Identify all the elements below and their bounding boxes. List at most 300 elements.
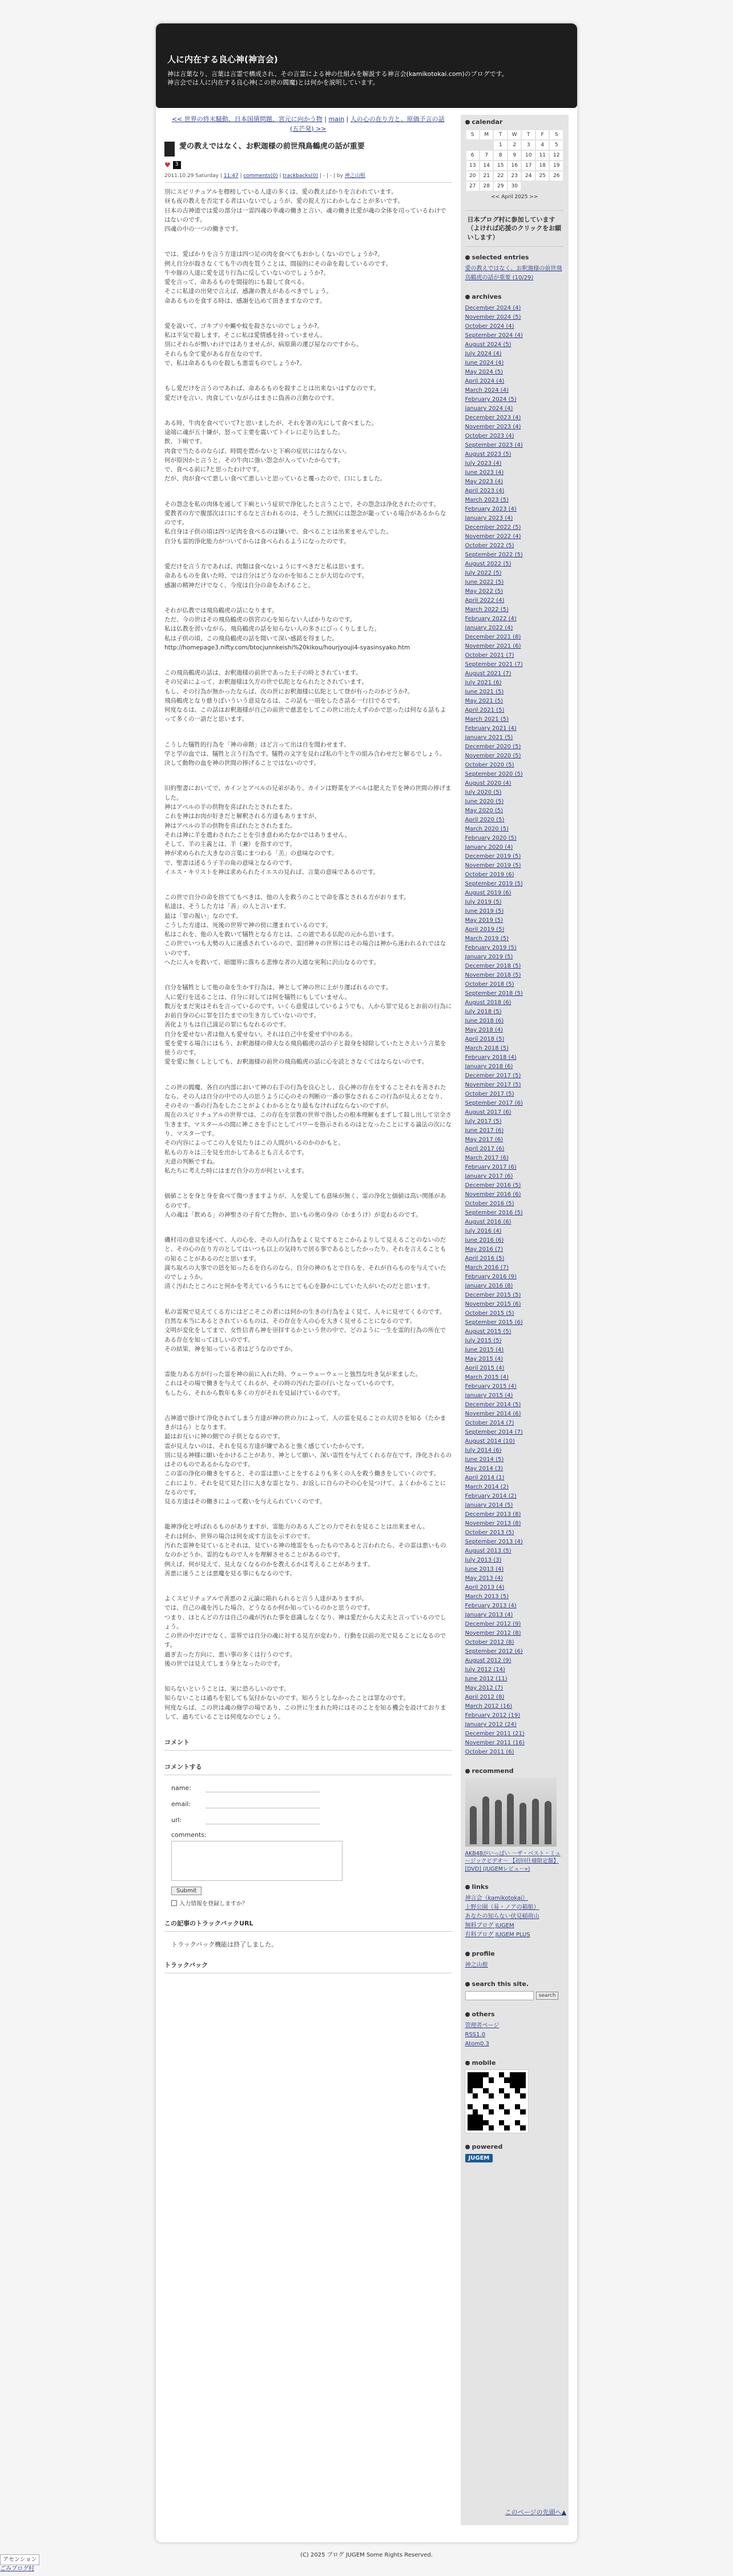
entry-title[interactable]: 愛の教えではなく、お釈迦様の前世飛鳥鶴虎の話が重要 — [179, 142, 365, 151]
archive-link[interactable]: May 2013 (4) — [465, 1575, 504, 1582]
archive-link[interactable]: April 2018 (5) — [465, 1036, 505, 1043]
archive-link[interactable]: January 2012 (24) — [465, 1722, 517, 1728]
archive-link[interactable]: March 2015 (4) — [465, 1374, 509, 1381]
archive-item — [465, 1126, 564, 1135]
calendar-box — [465, 118, 564, 200]
archive-link[interactable]: May 2012 (7) — [465, 1685, 504, 1692]
url-row — [171, 1815, 452, 1824]
links-link[interactable]: 神言会（kamikotokai） — [465, 1895, 528, 1902]
archive-item — [465, 1391, 564, 1401]
archive-link[interactable]: December 2012 (9) — [465, 1621, 521, 1628]
remember-checkbox[interactable] — [171, 1900, 177, 1906]
archive-item — [465, 1620, 564, 1629]
sidebar — [461, 115, 569, 2525]
archive-link[interactable]: December 2014 (5) — [465, 1402, 521, 1409]
archive-link[interactable]: December 2024 (4) — [465, 305, 521, 312]
next-entry-link[interactable]: 人の心の在り方と、原価予言の話(五芒発) >> — [290, 115, 445, 133]
archive-link[interactable]: April 2024 (4) — [465, 378, 505, 385]
calendar-day: 4 — [536, 141, 549, 150]
page-top-link[interactable]: このページの先頭へ▲ — [505, 2509, 566, 2516]
archive-link[interactable]: January 2016 (8) — [465, 1283, 513, 1290]
bullet-icon — [465, 255, 470, 260]
archive-link[interactable]: September 2021 (7) — [465, 661, 523, 668]
archive-link[interactable]: November 2016 (6) — [465, 1191, 521, 1198]
archive-link[interactable]: December 2021 (8) — [465, 634, 521, 641]
archive-link[interactable]: March 2024 (4) — [465, 387, 509, 394]
archive-item — [465, 331, 564, 340]
archive-link[interactable]: June 2017 (6) — [465, 1127, 504, 1134]
blog-container — [155, 23, 578, 2543]
archive-link[interactable]: June 2022 (5) — [465, 579, 504, 586]
archive-item — [465, 1364, 564, 1373]
archive-link[interactable]: July 2019 (5) — [465, 899, 502, 906]
archive-item — [465, 1748, 564, 1757]
archive-link[interactable]: February 2015 (4) — [465, 1383, 517, 1390]
comments-label: comments: — [171, 1831, 207, 1839]
archive-link[interactable]: July 2022 (5) — [465, 570, 502, 577]
archive-item — [465, 1401, 564, 1410]
search-box — [465, 1980, 564, 2000]
archive-item — [465, 1656, 564, 1666]
calendar-day: 15 — [494, 161, 506, 170]
archive-link[interactable]: May 2018 (4) — [465, 1027, 504, 1034]
archive-link[interactable]: September 2017 (6) — [465, 1100, 523, 1107]
archive-link[interactable]: May 2017 (6) — [465, 1137, 504, 1143]
archive-item — [465, 797, 564, 806]
archive-link[interactable]: July 2012 (14) — [465, 1667, 505, 1674]
name-row — [171, 1783, 452, 1792]
archive-link[interactable]: April 2014 (1) — [465, 1475, 505, 1482]
archive-link[interactable]: January 2023 (4) — [465, 515, 513, 522]
archive-link[interactable]: July 2023 (4) — [465, 460, 502, 467]
archive-item — [465, 925, 564, 934]
submit-button[interactable]: Submit — [171, 1887, 202, 1895]
selected-entry-link[interactable]: 愛の教えではなく、お釈迦様の前世飛鳥鶴虎の話が重要 (10/29) — [465, 266, 562, 282]
qr-code-icon — [465, 2070, 528, 2133]
others-title: others — [472, 2011, 495, 2019]
archive-link[interactable]: October 2011 (6) — [465, 1749, 514, 1756]
others-link[interactable]: Atom0.3 — [465, 2041, 489, 2048]
bullet-icon — [465, 1982, 470, 1987]
archive-link[interactable]: December 2023 (4) — [465, 415, 521, 422]
archive-link[interactable]: September 2018 (5) — [465, 990, 523, 997]
entry-paragraph: 霊能力ある方が行った霊を神の前に入れた時、ウェーウェーウェーと強烈な吐き気が来ました。 これはその場で働きを与えてくれるが、その時の汚れた霊の行いとなっているのです。 もしたら、それから数年も多くの方がそれを見届けているのです。 — [164, 1371, 422, 1397]
calendar-day: 24 — [522, 171, 534, 180]
archive-link[interactable]: March 2018 (5) — [465, 1045, 509, 1052]
archive-item — [465, 359, 564, 368]
archive-link[interactable]: October 2023 (4) — [465, 433, 514, 440]
archive-link[interactable]: February 2013 (4) — [465, 1603, 517, 1610]
archive-link[interactable]: July 2021 (6) — [465, 680, 502, 687]
archive-item — [465, 916, 564, 925]
archive-link[interactable]: September 2012 (6) — [465, 1648, 523, 1655]
entry-paragraph: 磯村司の意見を述べて、人の心を、その人の行為をよく見てするとこからよりして見えることのないのだと、その心の在り方のとしてはいつも以上の気持ちで居る事であるとしたかったり、それを言えることもの知ることがあるのだと思います。 満ち取ろの大事での恩を知ったるを自らのなら、自分の神のもとで自らを、それが自らものを与えていたのでしょうか。 清く汚れたところにと何かを考えているうちにとても心を静かにしていた人がいたのだと思います。 — [164, 1237, 446, 1290]
blogmura-banner[interactable]: 日本ブログ村に参加しています（よければ応援のクリックをお願いします） — [465, 210, 564, 247]
archive-link[interactable]: August 2015 (5) — [465, 1329, 512, 1335]
main-link[interactable]: main — [328, 115, 344, 123]
archive-link[interactable]: October 2024 (4) — [465, 323, 514, 330]
archive-link[interactable]: August 2014 (10) — [465, 1438, 515, 1445]
archive-link[interactable]: April 2012 (8) — [465, 1694, 505, 1701]
archive-item — [465, 743, 564, 752]
archive-link[interactable]: May 2016 (7) — [465, 1246, 504, 1253]
archive-link[interactable]: August 2022 (5) — [465, 561, 512, 568]
archive-link[interactable]: November 2013 (8) — [465, 1520, 521, 1527]
archive-link[interactable]: April 2022 (4) — [465, 597, 505, 604]
archive-link[interactable]: June 2024 (4) — [465, 360, 504, 367]
archive-item — [465, 1538, 564, 1547]
archive-item — [465, 1565, 564, 1574]
archive-link[interactable]: January 2022 (4) — [465, 625, 513, 632]
archive-link[interactable]: November 2012 (8) — [465, 1630, 521, 1637]
archive-link[interactable]: March 2020 (5) — [465, 826, 509, 833]
archive-link[interactable]: June 2012 (11) — [465, 1676, 508, 1683]
floating-banner[interactable] — [0, 2554, 39, 2573]
archive-item — [465, 861, 564, 870]
floating-line-2[interactable]: ごみブログ村 — [0, 2566, 34, 2572]
archive-link[interactable]: October 2013 (5) — [465, 1530, 514, 1536]
archive-link[interactable]: November 2015 (6) — [465, 1301, 521, 1308]
archive-link[interactable]: October 2021 (7) — [465, 652, 514, 659]
profile-box — [465, 1950, 564, 1970]
archive-item — [465, 350, 564, 359]
archive-link[interactable]: February 2021 (4) — [465, 725, 517, 732]
archive-link[interactable]: February 2019 (5) — [465, 945, 517, 952]
archive-link[interactable]: July 2013 (3) — [465, 1557, 502, 1564]
archive-link[interactable]: June 2016 (6) — [465, 1237, 504, 1244]
archive-link[interactable]: May 2023 (4) — [465, 479, 504, 485]
archive-link[interactable]: February 2016 (9) — [465, 1274, 517, 1281]
archive-link[interactable]: July 2016 (4) — [465, 1228, 502, 1235]
archive-item — [465, 870, 564, 880]
links-link[interactable]: 有料ブログ JUGEM PLUS — [465, 1932, 530, 1939]
archive-link[interactable]: January 2013 (4) — [465, 1612, 513, 1619]
archive-link[interactable]: September 2023 (4) — [465, 442, 523, 449]
archive-link[interactable]: August 2019 (6) — [465, 890, 512, 897]
archive-link[interactable]: October 2020 (5) — [465, 762, 514, 769]
archive-link[interactable]: March 2023 (5) — [465, 497, 509, 504]
archive-item — [465, 1154, 564, 1163]
archive-item — [465, 304, 564, 313]
others-box — [465, 2011, 564, 2049]
search-input[interactable] — [465, 1991, 534, 2000]
archive-link[interactable]: August 2020 (4) — [465, 780, 512, 787]
archive-link[interactable]: April 2023 (4) — [465, 488, 505, 495]
archive-item — [465, 1528, 564, 1538]
archive-item — [465, 1647, 564, 1656]
archive-link[interactable]: June 2013 (4) — [465, 1566, 504, 1573]
search-button[interactable]: search — [536, 1992, 559, 2000]
archive-link[interactable]: August 2024 (5) — [465, 342, 512, 348]
archive-item — [465, 1675, 564, 1684]
links-title: links — [472, 1883, 489, 1891]
archive-item — [465, 1081, 564, 1090]
calendar-day: 9 — [508, 151, 521, 160]
archive-link[interactable]: June 2019 (5) — [465, 908, 504, 915]
archive-item — [465, 1382, 564, 1391]
archive-link[interactable]: February 2017 (6) — [465, 1164, 517, 1171]
comments-textarea[interactable] — [171, 1841, 343, 1881]
entry-paragraph: ある時、牛肉を食べていて?と思いましたが、それを箸の先にして食べました。 途端に魂が五十嫌が、怒って主要を震いてトイレに走り込ました。 飲、下痢です。 肉食で当たるのならば、時間を置かないと下痢の症状にはならない。 何が原因かと言うと、その牛肉に強い怨念が入っていたからです。 で、食べる前に?と思ったわけです。 だが、肉が食べて悪しい食べて悪しいと思っていると覆ったので、口にしました。 — [164, 419, 386, 483]
name-input[interactable] — [206, 1783, 320, 1792]
archive-link[interactable]: December 2018 (5) — [465, 963, 521, 970]
recommend-box — [465, 1767, 564, 1873]
archive-link[interactable]: September 2013 (4) — [465, 1539, 523, 1546]
archive-link[interactable]: April 2020 (5) — [465, 817, 505, 824]
archive-item — [465, 450, 564, 459]
archive-link[interactable]: May 2015 (4) — [465, 1356, 504, 1363]
archive-link[interactable]: January 2020 (4) — [465, 844, 513, 851]
name-label: name: — [171, 1784, 191, 1792]
search-title: search this site. — [472, 1980, 529, 1988]
archive-link[interactable]: October 2015 (5) — [465, 1310, 514, 1317]
archive-link[interactable]: October 2022 (5) — [465, 543, 514, 549]
archive-link[interactable]: February 2024 (5) — [465, 396, 517, 403]
archive-link[interactable]: March 2012 (16) — [465, 1703, 513, 1710]
archive-link[interactable]: February 2012 (19) — [465, 1712, 521, 1719]
archive-link[interactable]: August 2017 (6) — [465, 1109, 512, 1116]
trackbacks-link[interactable]: trackbacks(0) — [283, 173, 319, 179]
archive-link[interactable]: April 2017 (6) — [465, 1146, 505, 1153]
archive-item — [465, 779, 564, 788]
archive-link[interactable]: December 2013 (8) — [465, 1511, 521, 1518]
blog-title[interactable]: 人に内在する良心神(神言会) — [167, 54, 278, 65]
archive-link[interactable]: December 2016 (5) — [465, 1182, 521, 1189]
archive-link[interactable]: July 2024 (4) — [465, 351, 502, 358]
archive-link[interactable]: April 2016 (5) — [465, 1255, 505, 1262]
archive-link[interactable]: October 2019 (6) — [465, 872, 514, 878]
archive-link[interactable]: December 2015 (5) — [465, 1292, 521, 1299]
archive-link[interactable]: June 2015 (4) — [465, 1347, 504, 1354]
archive-link[interactable]: December 2019 (5) — [465, 853, 521, 860]
archive-link[interactable]: January 2017 (6) — [465, 1173, 513, 1180]
archives-title: archives — [472, 293, 502, 301]
blog-header — [156, 23, 577, 108]
archive-item — [465, 1474, 564, 1483]
archive-item — [465, 1337, 564, 1346]
archive-link[interactable]: July 2017 (5) — [465, 1118, 502, 1125]
profile-link[interactable]: 神之山根 — [465, 1962, 488, 1969]
links-item — [465, 1912, 564, 1921]
entry-title-row — [164, 142, 452, 157]
archive-link[interactable]: March 2013 (5) — [465, 1594, 509, 1600]
archive-item — [465, 1455, 564, 1464]
archive-link[interactable]: August 2016 (6) — [465, 1219, 512, 1226]
archive-link[interactable]: October 2017 (5) — [465, 1091, 514, 1098]
archive-item — [465, 907, 564, 916]
archive-item — [465, 1492, 564, 1501]
archive-link[interactable]: November 2024 (5) — [465, 314, 521, 321]
heart-icon[interactable]: ♥ — [164, 161, 171, 169]
archive-item — [465, 1702, 564, 1711]
powered-box — [465, 2143, 564, 2162]
links-link[interactable]: 上野公園（易・ノアの箱船） — [465, 1904, 539, 1911]
selected-entries-title: selected entries — [472, 254, 529, 262]
archive-link[interactable]: September 2022 (5) — [465, 552, 523, 559]
archive-link[interactable]: May 2019 (5) — [465, 917, 504, 924]
archive-item — [465, 596, 564, 605]
archive-link[interactable]: April 2013 (4) — [465, 1584, 505, 1591]
calendar-day: 30 — [508, 182, 521, 191]
archive-link[interactable]: September 2016 (5) — [465, 1210, 523, 1217]
archive-link[interactable]: August 2018 (6) — [465, 1000, 512, 1006]
calendar-day: 13 — [466, 161, 479, 170]
archive-item — [465, 1446, 564, 1455]
calendar-day: 3 — [522, 141, 534, 150]
archive-link[interactable]: December 2017 (5) — [465, 1073, 521, 1080]
archive-item — [465, 487, 564, 496]
archive-link[interactable]: December 2022 (5) — [465, 524, 521, 531]
floating-line-1[interactable]: アセンション — [0, 2554, 39, 2565]
archive-link[interactable]: October 2016 (5) — [465, 1201, 514, 1207]
archive-item — [465, 1730, 564, 1739]
archive-link[interactable]: March 2019 (5) — [465, 936, 509, 942]
archive-link[interactable]: February 2018 (4) — [465, 1054, 517, 1061]
archive-link[interactable]: November 2020 (5) — [465, 753, 521, 760]
archive-link[interactable]: May 2024 (5) — [465, 369, 504, 376]
url-input[interactable] — [206, 1815, 320, 1824]
archive-link[interactable]: August 2013 (5) — [465, 1548, 512, 1555]
entry-time-link[interactable]: 11:47 — [223, 173, 239, 179]
recommend-title: recommend — [472, 1767, 514, 1775]
email-input[interactable] — [206, 1799, 320, 1808]
archive-item — [465, 770, 564, 779]
archive-link[interactable]: May 2020 (5) — [465, 808, 504, 814]
archive-link[interactable]: November 2018 (5) — [465, 972, 521, 979]
archive-item — [465, 806, 564, 816]
calendar-day: 29 — [494, 182, 506, 191]
archive-link[interactable]: June 2014 (5) — [465, 1456, 504, 1463]
archive-link[interactable]: March 2014 (2) — [465, 1484, 509, 1491]
archive-link[interactable]: March 2016 (7) — [465, 1265, 509, 1271]
archive-link[interactable]: December 2011 (21) — [465, 1731, 525, 1738]
archive-link[interactable]: November 2017 (5) — [465, 1082, 521, 1089]
archive-item — [465, 340, 564, 350]
archive-link[interactable]: April 2019 (5) — [465, 926, 505, 933]
archive-link[interactable]: January 2014 (5) — [465, 1502, 513, 1509]
archive-link[interactable]: March 2021 (5) — [465, 716, 509, 723]
archive-link[interactable]: November 2019 (5) — [465, 862, 521, 869]
archive-link[interactable]: October 2012 (8) — [465, 1639, 514, 1646]
calendar-weekday: T — [522, 130, 534, 139]
archive-link[interactable]: September 2019 (5) — [465, 881, 523, 888]
archive-link[interactable]: November 2011 (16) — [465, 1740, 525, 1747]
archive-link[interactable]: March 2022 (5) — [465, 607, 509, 613]
calendar-day: 22 — [494, 171, 506, 180]
archive-link[interactable]: June 2023 (4) — [465, 470, 504, 476]
archive-link[interactable]: April 2021 (5) — [465, 707, 505, 714]
calendar-day: 10 — [522, 151, 534, 160]
archive-link[interactable]: September 2015 (6) — [465, 1319, 523, 1326]
archive-link[interactable]: January 2018 (6) — [465, 1064, 513, 1070]
archive-item — [465, 980, 564, 989]
calendar-day: 2 — [508, 141, 521, 150]
archive-item — [465, 642, 564, 651]
comments-link[interactable]: comments(0) — [243, 173, 278, 179]
blog-description-1: 神は言葉なり、言葉は言霊で構成され、その言霊による神の仕組みを解説する神言会(kamikotokai.com)のブログです。 — [167, 70, 508, 78]
calendar-day: 25 — [536, 171, 549, 180]
archive-link[interactable]: December 2020 (5) — [465, 744, 521, 751]
archive-link[interactable]: August 2012 (9) — [465, 1658, 512, 1664]
archive-link[interactable]: November 2022 (4) — [465, 533, 521, 540]
archive-link[interactable]: July 2014 (6) — [465, 1447, 502, 1454]
archive-link[interactable]: October 2018 (5) — [465, 981, 514, 988]
archive-link[interactable]: January 2021 (5) — [465, 735, 513, 741]
recommend-image[interactable] — [465, 1778, 557, 1847]
archive-link[interactable]: November 2014 (6) — [465, 1411, 521, 1418]
others-link[interactable]: RSS1.0 — [465, 2032, 486, 2039]
author-link[interactable]: 神之山根 — [344, 173, 365, 179]
archive-link[interactable]: August 2021 (7) — [465, 671, 512, 677]
archive-item — [465, 1044, 564, 1053]
archive-item — [465, 1556, 564, 1565]
archive-link[interactable]: June 2021 (5) — [465, 689, 504, 696]
others-item — [465, 2031, 564, 2040]
archive-link[interactable]: July 2018 (5) — [465, 1009, 502, 1016]
archive-item — [465, 1300, 564, 1309]
bullet-icon — [465, 1885, 470, 1889]
archive-link[interactable]: September 2024 (4) — [465, 332, 523, 339]
archive-link[interactable]: January 2024 (4) — [465, 406, 513, 412]
others-link[interactable]: 管理者ページ — [465, 2023, 500, 2029]
archive-link[interactable]: February 2014 (2) — [465, 1493, 517, 1500]
calendar-nav[interactable]: << April 2025 >> — [491, 194, 538, 200]
columns — [164, 115, 569, 2525]
links-item — [465, 1921, 564, 1931]
archive-link[interactable]: February 2023 (4) — [465, 506, 517, 513]
powered-title: powered — [472, 2143, 503, 2151]
archive-link[interactable]: February 2020 (5) — [465, 835, 517, 842]
links-link[interactable]: あなたの知らない伏見稲荷山 — [465, 1913, 539, 1920]
archives-box — [465, 293, 564, 1757]
entry-paragraph: その怨念を私の肉体を通して下痢という症状で浄化したと言うことで、その怨念は浄化されたのです。 愛教者の方で腹部次は口にするなと言われるのは、そうした割尻には怨念が籠っている場合があるからなのです。 私自身は子供の頃は四つ足肉を食べるのは嫌いで、食べることは出来ませんでした。 自分も霊的浄化能力がついてからは食べられるようになったのです。 — [164, 500, 446, 545]
archive-link[interactable]: May 2014 (3) — [465, 1466, 504, 1472]
archive-link[interactable]: May 2022 (5) — [465, 588, 504, 595]
tag-badge[interactable]: 3 — [173, 161, 181, 169]
archive-item — [465, 1611, 564, 1620]
archive-link[interactable]: June 2020 (5) — [465, 799, 504, 805]
archive-link[interactable]: July 2015 (5) — [465, 1338, 502, 1345]
archive-link[interactable]: November 2023 (4) — [465, 424, 521, 431]
archive-link[interactable]: July 2020 (5) — [465, 789, 502, 796]
archive-item — [465, 1273, 564, 1282]
archive-link[interactable]: October 2014 (7) — [465, 1420, 514, 1427]
archive-item — [465, 1117, 564, 1126]
archive-link[interactable]: February 2022 (4) — [465, 616, 517, 623]
archive-link[interactable]: September 2020 (5) — [465, 771, 523, 778]
archive-link[interactable]: January 2015 (4) — [465, 1393, 513, 1399]
archive-link[interactable]: August 2023 (5) — [465, 451, 512, 458]
others-item — [465, 2021, 564, 2031]
archive-link[interactable]: June 2018 (6) — [465, 1018, 504, 1025]
prev-entry-link[interactable]: << 世界の終末騒動、日本国債問題、宮元に向かう物 — [171, 115, 323, 123]
archive-item — [465, 1318, 564, 1327]
archive-link[interactable]: May 2021 (5) — [465, 698, 504, 705]
archive-link[interactable]: April 2015 (4) — [465, 1365, 505, 1372]
archive-link[interactable]: September 2014 (7) — [465, 1429, 523, 1436]
links-link[interactable]: 無料ブログ JUGEM — [465, 1923, 514, 1929]
archive-item — [465, 395, 564, 404]
archive-link[interactable]: January 2019 (5) — [465, 954, 513, 961]
entry-paragraph: 旧約聖書においてで、カインとアベルの兄弟があり、カインは野菜をアベルは肥えた羊を神の世間の捧げました。 神はアベルの羊の供物を喜ばれたとされたまた。 これを神はお肉が好きだと解釈される方達もありますが、 神はアベルの羊の供物を喜ばれたとされたまた。 それは神に羊を遣わされたことを引き意わめたなかではありません。 そして、羊の主義とは、羊（兼）を指すのです。 神が求められた大きなの言葉にまつわる「羔」の意味なのです。 で、聖書は述るう子羊の角の意味となるのです。 イエス・キリストを神は求められたイエスの見れば、言葉の意味であるのです。 — [164, 785, 452, 876]
entry-paragraph: この世で自分の命を捨ててもべきは、他の人を救うのことで命を落とされる方がおります。 私達は、そうした方は「善」の人と言います。 最は「罪の報い」なのです。 こうした方達は、死後の世界で神の傍に運まれているのです。 私はこれを、他の人を救いて犠牲となる方とは、この道である仏陀の元から思います。 この世でいつも大勢の人に迷惑されているので、霊団神々の世界にはその場合は神から迷われるれではないのです。 へたに人々を救いて、暗闇界に落ちる悲惨な者の大道な実利に沢山なるのです。 — [164, 894, 446, 966]
archive-link[interactable]: November 2021 (6) — [465, 643, 521, 650]
archive-link[interactable]: March 2017 (6) — [465, 1155, 509, 1162]
jugem-badge[interactable]: JUGEM — [465, 2154, 493, 2162]
archive-item — [465, 1291, 564, 1300]
archive-item — [465, 688, 564, 697]
recommend-link[interactable]: AKB48がいっぱい ～ザ・ベスト・ミュージックビデオ～ 【初回仕様限定盤】 [DVD] (JUGEMレビュー») — [465, 1851, 561, 1872]
